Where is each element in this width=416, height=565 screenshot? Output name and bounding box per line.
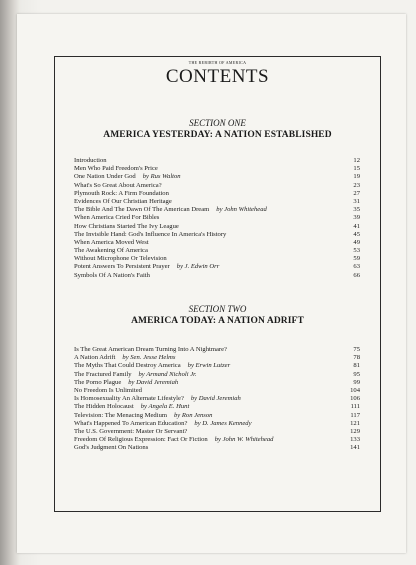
entry-title: Is The Great American Dream Turning Into A Nightmare? (74, 346, 227, 353)
section-two-label: SECTION TWO (188, 304, 247, 314)
entry-page-number: 106 (350, 395, 360, 403)
entry-page-number: 63 (353, 263, 360, 271)
toc-entry-title (74, 198, 172, 206)
entry-author: by Armand Nicholi Jr. (138, 370, 197, 378)
toc-entry-title (74, 247, 148, 255)
toc-entry (74, 362, 360, 370)
entry-page-number: 78 (353, 354, 360, 362)
entry-title: The Awakening Of America (74, 247, 148, 255)
entry-page-number: 31 (353, 197, 360, 205)
entry-page-number: 111 (350, 403, 360, 411)
toc-entry (74, 436, 360, 444)
toc-entry (74, 354, 360, 362)
toc-entry (74, 173, 360, 181)
entry-author: by Ron Jenson (174, 411, 213, 419)
entry-title: God's Judgment On Nations (74, 444, 149, 452)
book-title-kicker: THE REBIRTH OF AMERICA (188, 60, 247, 65)
section-one-title: AMERICA YESTERDAY: A NATION ESTABLISHED (103, 130, 332, 140)
entry-page-number: 133 (350, 436, 360, 444)
toc-entry-title (74, 263, 219, 271)
entry-title: The Myths That Could Destroy America (74, 362, 181, 370)
toc-entry (74, 428, 360, 436)
toc-entry (74, 412, 360, 420)
entry-author: by Rus Walton (142, 173, 181, 181)
entry-page-number: 129 (350, 427, 360, 435)
toc-entry (74, 223, 360, 231)
toc-entry-title (74, 412, 212, 420)
toc-entry (74, 371, 360, 379)
toc-entry-title (74, 239, 149, 247)
entry-page-number: 35 (353, 206, 360, 214)
toc-entry-title (74, 428, 187, 436)
toc-entry-title (74, 379, 178, 387)
toc-entry (74, 255, 360, 263)
entry-page-number: 66 (353, 271, 360, 279)
toc-entry (74, 182, 360, 190)
toc-entry (74, 444, 360, 452)
toc-entry-title (74, 444, 148, 452)
section-one-label: SECTION ONE (189, 118, 246, 128)
toc-entry-title (74, 354, 176, 362)
section-one-list (74, 157, 360, 280)
toc-entry (74, 231, 360, 239)
toc-entry-title (74, 272, 150, 280)
toc-entry-title (74, 214, 159, 222)
entry-page-number: 49 (353, 238, 360, 246)
toc-entry-title (74, 190, 169, 198)
toc-entry (74, 387, 360, 395)
toc-entry (74, 346, 360, 354)
contents-frame (54, 56, 381, 512)
entry-page-number: 39 (353, 214, 360, 222)
entry-page-number: 104 (350, 386, 360, 394)
entry-page-number: 19 (353, 173, 360, 181)
entry-title: What's So Great About America? (74, 181, 162, 189)
section-two-title: AMERICA TODAY: A NATION ADRIFT (131, 316, 304, 326)
entry-author: by David Jeremiah (190, 395, 241, 403)
entry-page-number: 95 (353, 370, 360, 378)
entry-author: by John Whitehead (216, 206, 267, 214)
toc-entry-title (74, 387, 142, 395)
entry-title: Television: The Menacing Medium (74, 411, 167, 419)
entry-title: When America Cried For Bibles (74, 214, 160, 222)
entry-page-number: 59 (353, 255, 360, 263)
entry-page-number: 27 (353, 189, 360, 197)
entry-title: Evidences Of Our Christian Heritage (74, 197, 172, 205)
entry-author: by J. Edwin Orr (176, 263, 220, 271)
entry-title: The Invisible Hand: God's Influence In America's History (74, 230, 227, 238)
entry-author: by Sen. Jesse Helms (122, 354, 176, 362)
entry-title: The Hidden Holocaust (74, 403, 134, 411)
toc-entry (74, 198, 360, 206)
toc-entry (74, 263, 360, 271)
toc-entry-title (74, 223, 179, 231)
entry-page-number: 53 (353, 247, 360, 255)
entry-page-number: 117 (350, 411, 360, 419)
entry-title: Freedom Of Religious Expression: Fact Or Fiction (74, 436, 208, 444)
entry-title: The U.S. Government: Master Or Servant? (74, 427, 188, 435)
entry-title: The Bible And The Dawn Of The American Dream (74, 206, 210, 214)
entry-page-number: 15 (353, 165, 360, 173)
entry-title: Introduction (74, 157, 107, 164)
toc-entry (74, 239, 360, 247)
toc-entry (74, 157, 360, 165)
entry-page-number: 12 (353, 157, 360, 164)
book-page (17, 14, 406, 553)
toc-entry (74, 420, 360, 428)
entry-title: Men Who Paid Freedom's Price (74, 165, 158, 173)
toc-entry-title (74, 420, 252, 428)
toc-entry-title (74, 403, 189, 411)
toc-entry (74, 206, 360, 214)
entry-title: When America Moved West (74, 238, 149, 246)
toc-entry (74, 272, 360, 280)
entry-page-number: 121 (350, 419, 360, 427)
entry-page-number: 45 (353, 230, 360, 238)
toc-entry (74, 190, 360, 198)
toc-entry (74, 214, 360, 222)
entry-title: One Nation Under God (74, 173, 136, 181)
toc-entry (74, 379, 360, 387)
toc-entry-title (74, 255, 167, 263)
entry-author: by D. James Kennedy (194, 419, 252, 427)
entry-title: The Porno Plague (74, 378, 122, 386)
entry-page-number: 141 (350, 444, 360, 452)
toc-entry-title (74, 231, 226, 239)
entry-title: How Christians Started The Ivy League (74, 222, 179, 230)
toc-entry (74, 403, 360, 411)
toc-entry (74, 395, 360, 403)
entry-title: No Freedom Is Unlimited (74, 386, 142, 394)
entry-page-number: 41 (353, 222, 360, 230)
toc-entry-title (74, 182, 162, 190)
toc-entry-title (74, 395, 241, 403)
entry-title: The Fractured Family (74, 370, 132, 378)
section-two-list (74, 346, 360, 452)
entry-title: A Nation Adrift (74, 354, 116, 362)
toc-entry-title (74, 346, 227, 354)
entry-title: Is Homosexuality An Alternate Lifestyle? (74, 395, 184, 403)
entry-page-number: 23 (353, 181, 360, 189)
toc-entry-title (74, 173, 181, 181)
entry-author: by John W. Whitehead (214, 436, 274, 444)
toc-entry-title (74, 436, 273, 444)
toc-entry (74, 247, 360, 255)
entry-title: Without Microphone Or Television (74, 255, 167, 263)
entry-title: What's Happened To American Education? (74, 419, 188, 427)
entry-title: Symbols Of A Nation's Faith (74, 271, 150, 279)
entry-page-number: 75 (353, 346, 360, 353)
entry-page-number: 99 (353, 378, 360, 386)
entry-title: Potent Answers To Persistent Prayer (74, 263, 170, 271)
toc-entry-title (74, 371, 197, 379)
page-title: CONTENTS (165, 66, 270, 87)
toc-entry-title (74, 362, 230, 370)
entry-page-number: 81 (353, 362, 360, 370)
toc-entry (74, 165, 360, 173)
entry-author: by David Jeremiah (128, 378, 179, 386)
entry-author: by Erwin Lutzer (187, 362, 231, 370)
toc-entry-title (74, 165, 158, 173)
entry-author: by Angela E. Hunt (140, 403, 190, 411)
toc-entry-title (74, 157, 107, 165)
entry-title: Plymouth Rock: A Firm Foundation (74, 189, 169, 197)
toc-entry-title (74, 206, 267, 214)
